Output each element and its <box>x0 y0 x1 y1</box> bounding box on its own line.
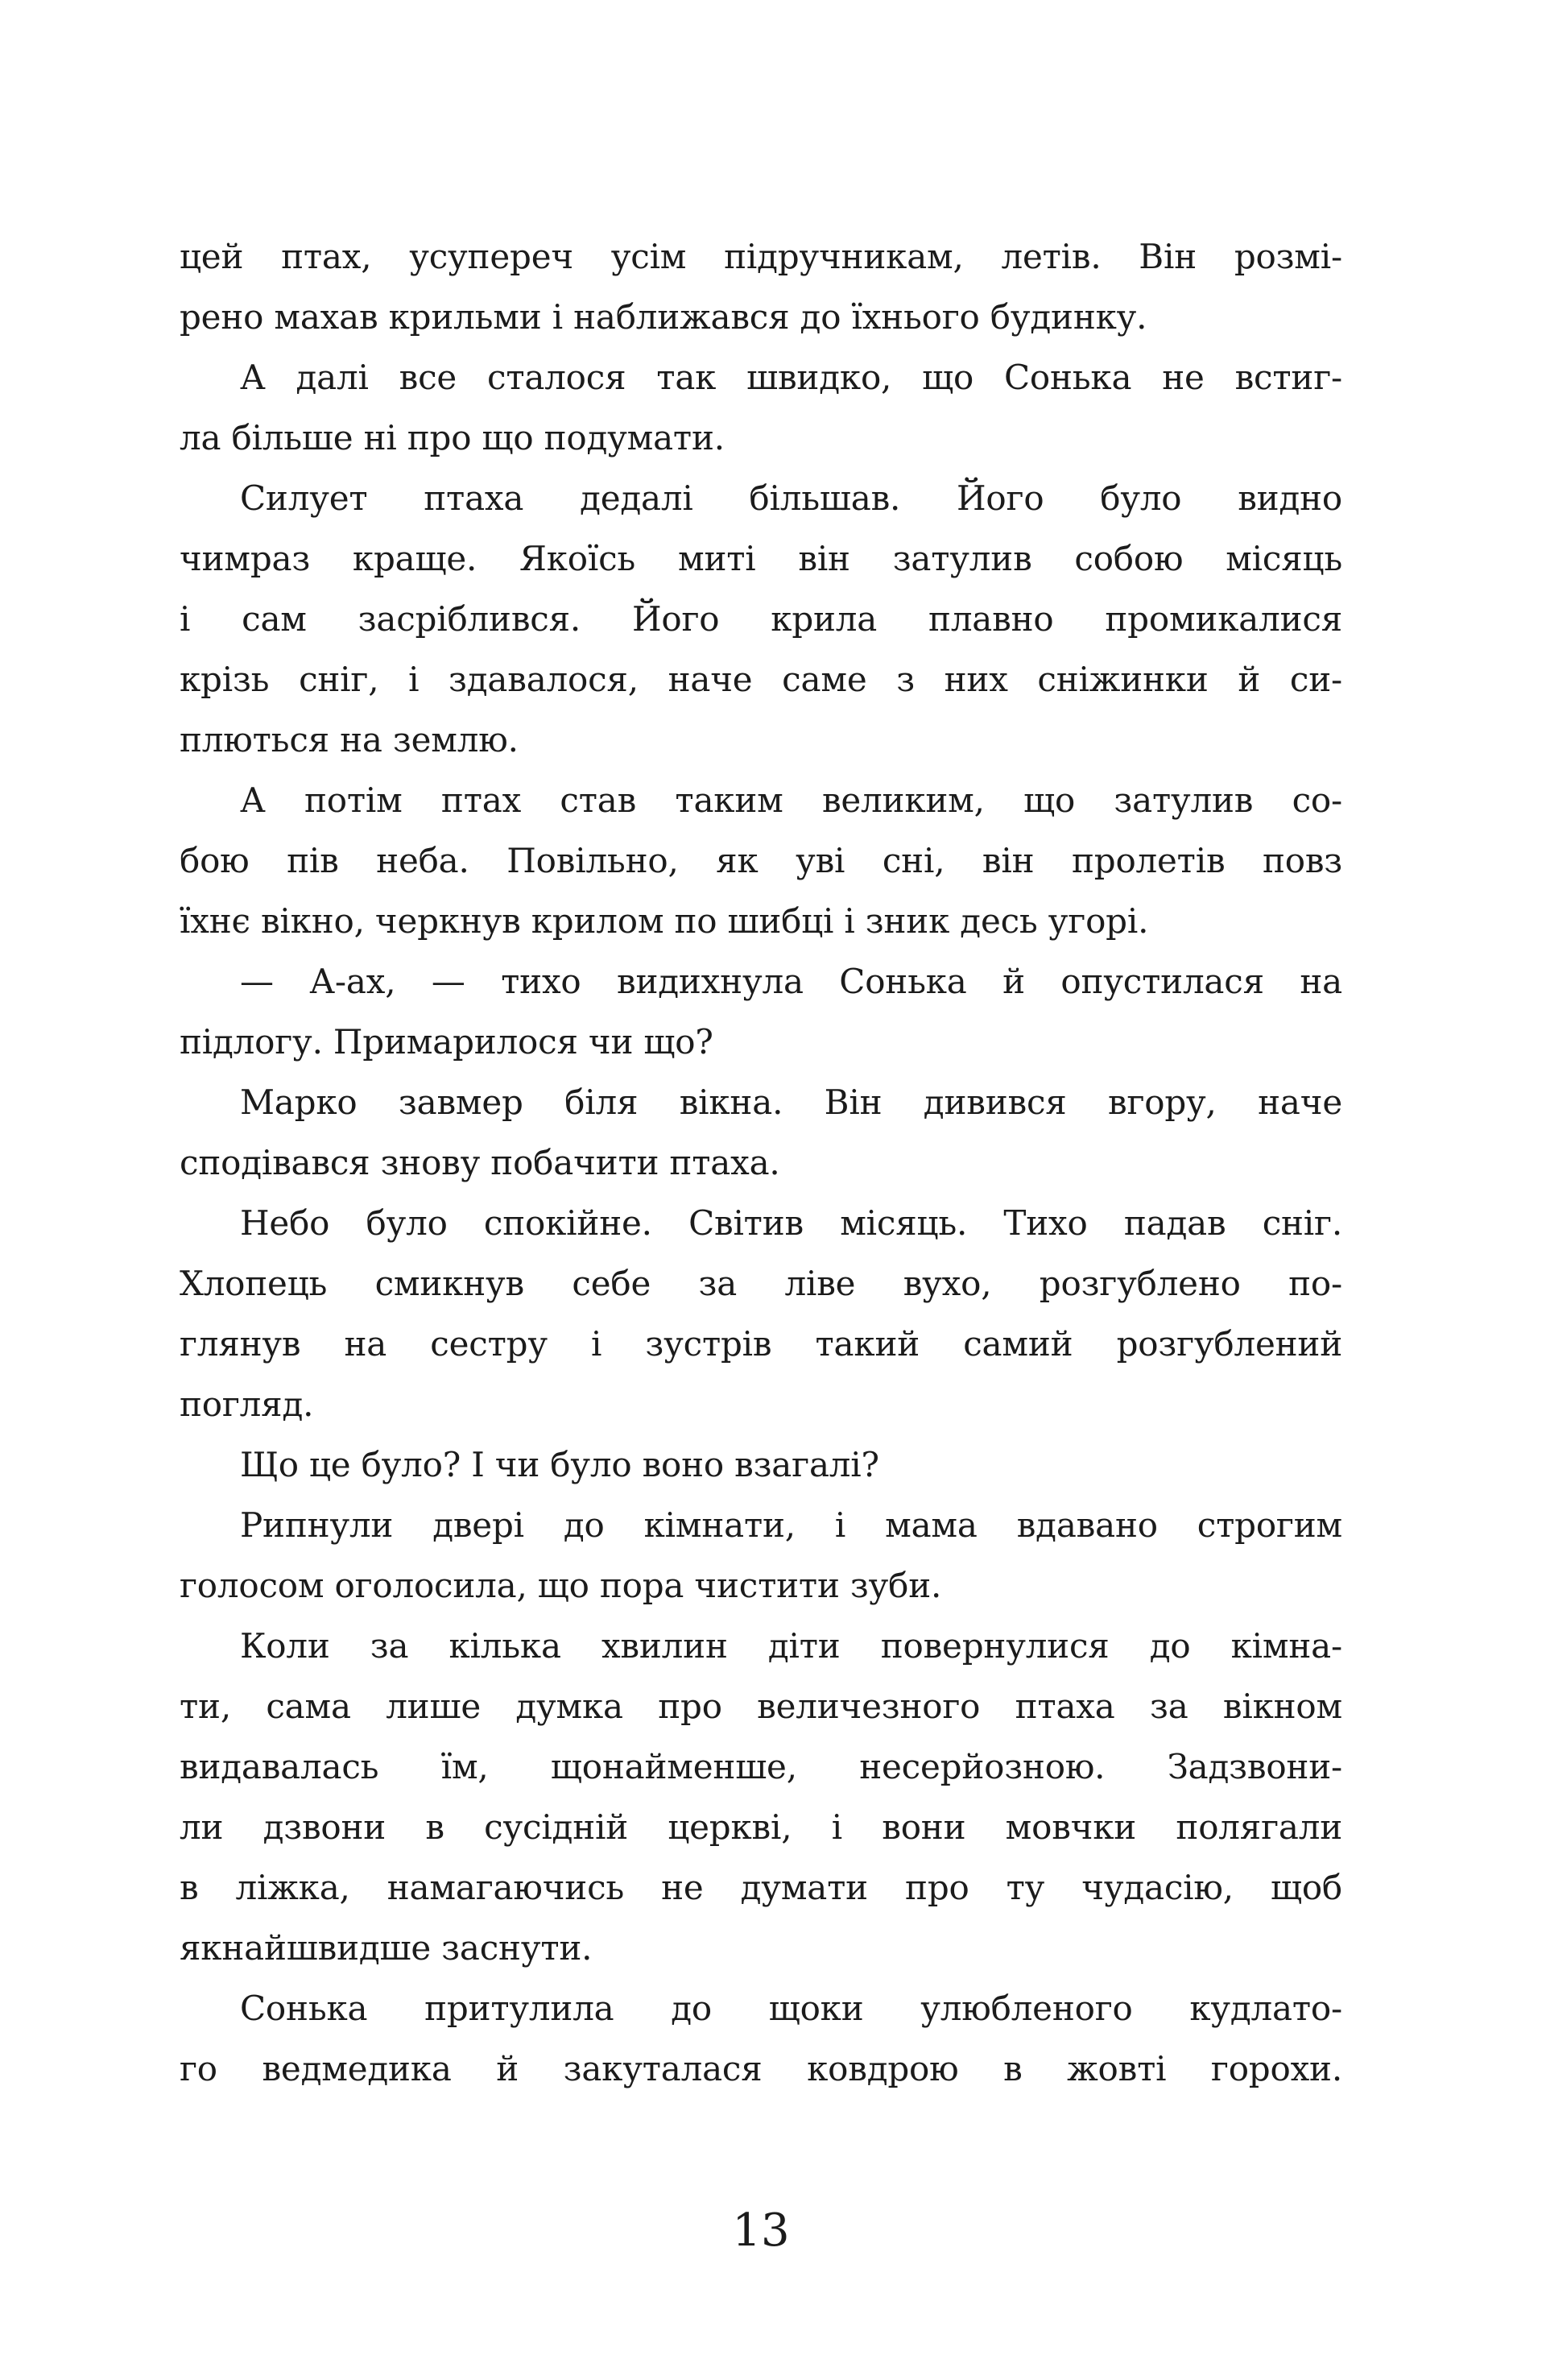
text-line: підлогу. Примарилося чи що? <box>180 1022 713 1062</box>
text-line: в ліжка, намагаючись не думати про ту чудасію, щоб <box>180 1868 1342 1907</box>
text-line: рено махав крильми і наближався до їхнього будинку. <box>180 297 1147 337</box>
text-line: чимраз краще. Якоїсь миті він затулив собою місяць <box>180 539 1342 578</box>
text-line: погляд. <box>180 1385 314 1424</box>
page-number: 13 <box>732 2204 790 2257</box>
text-line: го ведмедика й закуталася ковдрою в жовті горохи. <box>180 2049 1342 2088</box>
text-line: ти, сама лише думка про величезного птаха за вікном <box>180 1687 1342 1726</box>
text-line: ла більше ні про що подумати. <box>180 418 725 457</box>
text-line: глянув на сестру і зустрів такий самий розгублений <box>180 1324 1342 1364</box>
text-line: Сонька притулила до щоки улюбленого кудлато- <box>240 1989 1342 2028</box>
text-line: Небо було спокійне. Світив місяць. Тихо падав сніг. <box>240 1203 1342 1243</box>
text-line: А потім птах став таким великим, що затулив со- <box>240 780 1342 820</box>
text-line: і сам засріблився. Його крила плавно промикалися <box>180 599 1342 639</box>
text-line: цей птах, усупереч усім підручникам, летів. Він розмі- <box>180 237 1342 276</box>
text-line: ли дзвони в сусідній церкві, і вони мовчки полягали <box>180 1807 1342 1847</box>
text-line: Коли за кілька хвилин діти повернулися до кімна- <box>240 1626 1342 1666</box>
text-line: крізь сніг, і здавалося, наче саме з них сніжинки й си- <box>180 660 1342 699</box>
text-line: А далі все сталося так швидко, що Сонька не встиг- <box>240 358 1342 397</box>
text-line: Хлопець смикнув себе за ліве вухо, розгублено по- <box>180 1264 1342 1303</box>
text-line: голосом оголосила, що пора чистити зуби. <box>180 1566 942 1605</box>
text-line: сподівався знову побачити птаха. <box>180 1143 780 1182</box>
text-line: Рипнули двері до кімнати, і мама вдавано строгим <box>240 1505 1342 1545</box>
text-line: якнайшвидше заснути. <box>180 1928 593 1968</box>
text-line: Силует птаха дедалі більшав. Його було видно <box>240 478 1342 518</box>
text-line: — А-ах, — тихо видихнула Сонька й опустилася на <box>240 962 1342 1001</box>
text-line: бою пів неба. Повільно, як уві сні, він пролетів повз <box>180 841 1342 880</box>
text-line: видавалась їм, щонайменше, несерйозною. Задзвони- <box>180 1747 1342 1786</box>
text-line: плються на землю. <box>180 720 519 760</box>
text-line: їхнє вікно, черкнув крилом по шибці і зник десь угорі. <box>180 901 1149 941</box>
text-line: Марко завмер біля вікна. Він дивився вгору, наче <box>240 1082 1342 1122</box>
body-text <box>180 226 1342 2099</box>
text-line: Що це було? І чи було воно взагалі? <box>240 1445 879 1484</box>
